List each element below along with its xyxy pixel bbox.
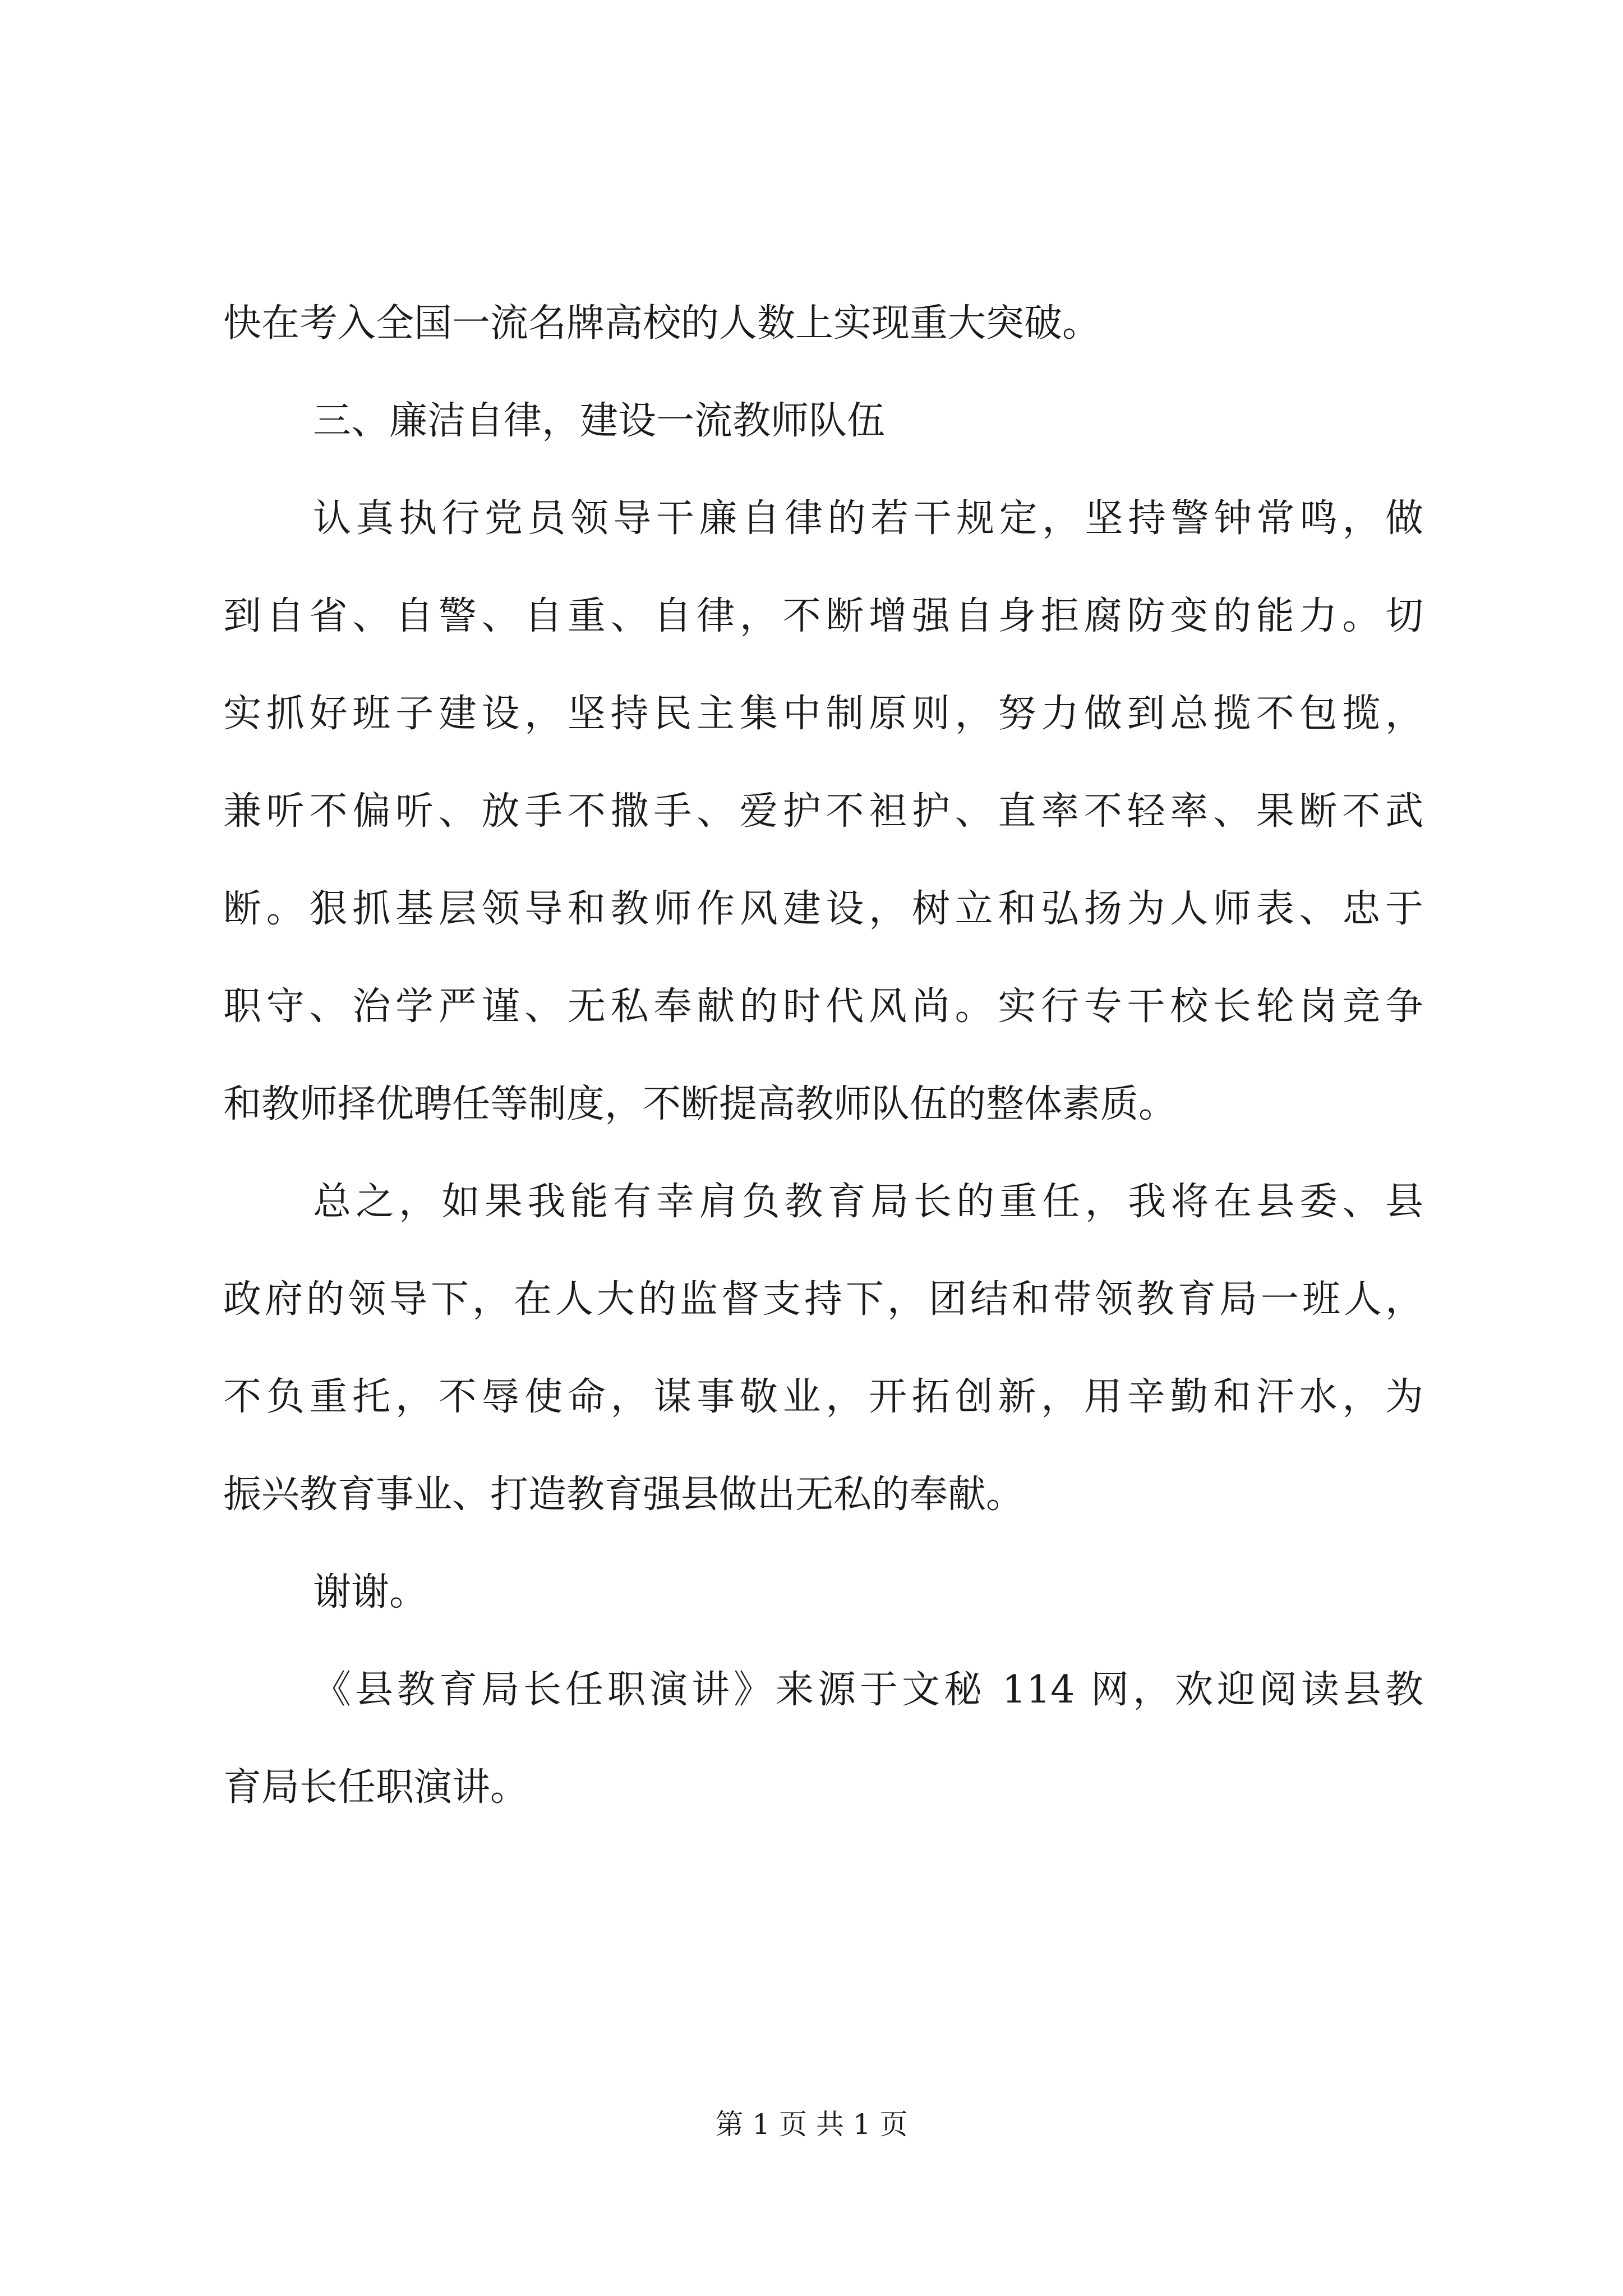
text-line: 断。狠抓基层领导和教师作风建设，树立和弘扬为人师表、忠于 [223,887,1423,931]
paragraph [223,1544,1423,1641]
text-line: 《县教育局长任职演讲》来源于文秘 114 网，欢迎阅读县教 [313,1668,1423,1712]
text-line: 快在考入全国一流名牌高校的人数上实现重大突破。 [223,301,1101,346]
text-line: 不负重托，不辱使命，谋事敬业，开拓创新，用辛勤和汗水，为 [223,1375,1423,1419]
text-line: 实抓好班子建设，坚持民主集中制原则，努力做到总揽不包揽， [223,692,1423,736]
text-line: 和教师择优聘任等制度，不断提高教师队伍的整体素质。 [223,1082,1177,1126]
text-line: 兼听不偏听、放手不撒手、爱护不袒护、直率不轻率、果断不武 [223,789,1423,834]
text-line: 谢谢。 [313,1570,428,1614]
text-line: 总之，如果我能有幸肩负教育局长的重任，我将在县委、县 [313,1180,1423,1224]
paragraph [223,470,1423,1153]
paragraph [223,1153,1423,1544]
text-line: 到自省、自警、自重、自律，不断增强自身拒腐防变的能力。切 [223,594,1423,638]
text-line: 职守、治学严谨、无私奉献的时代风尚。实行专干校长轮岗竞争 [223,984,1423,1029]
text-line: 振兴教育事业、打造教育强县做出无私的奉献。 [223,1473,1025,1517]
paragraph [223,1641,1423,1837]
text-line: 育局长任职演讲。 [223,1765,529,1810]
text-line: 政府的领导下，在人大的监督支持下，团结和带领教育局一班人， [223,1277,1423,1322]
paragraph [223,275,1423,372]
section-heading [223,372,1423,470]
text-line: 认真执行党员领导干廉自律的若干规定，坚持警钟常鸣，做 [313,496,1423,541]
document-body [223,275,1423,1837]
page-number-label: 第 1 页 共 1 页 [715,2108,908,2141]
heading-text: 三、廉洁自律，建设一流教师队伍 [313,399,886,443]
page-footer [0,2105,1623,2144]
